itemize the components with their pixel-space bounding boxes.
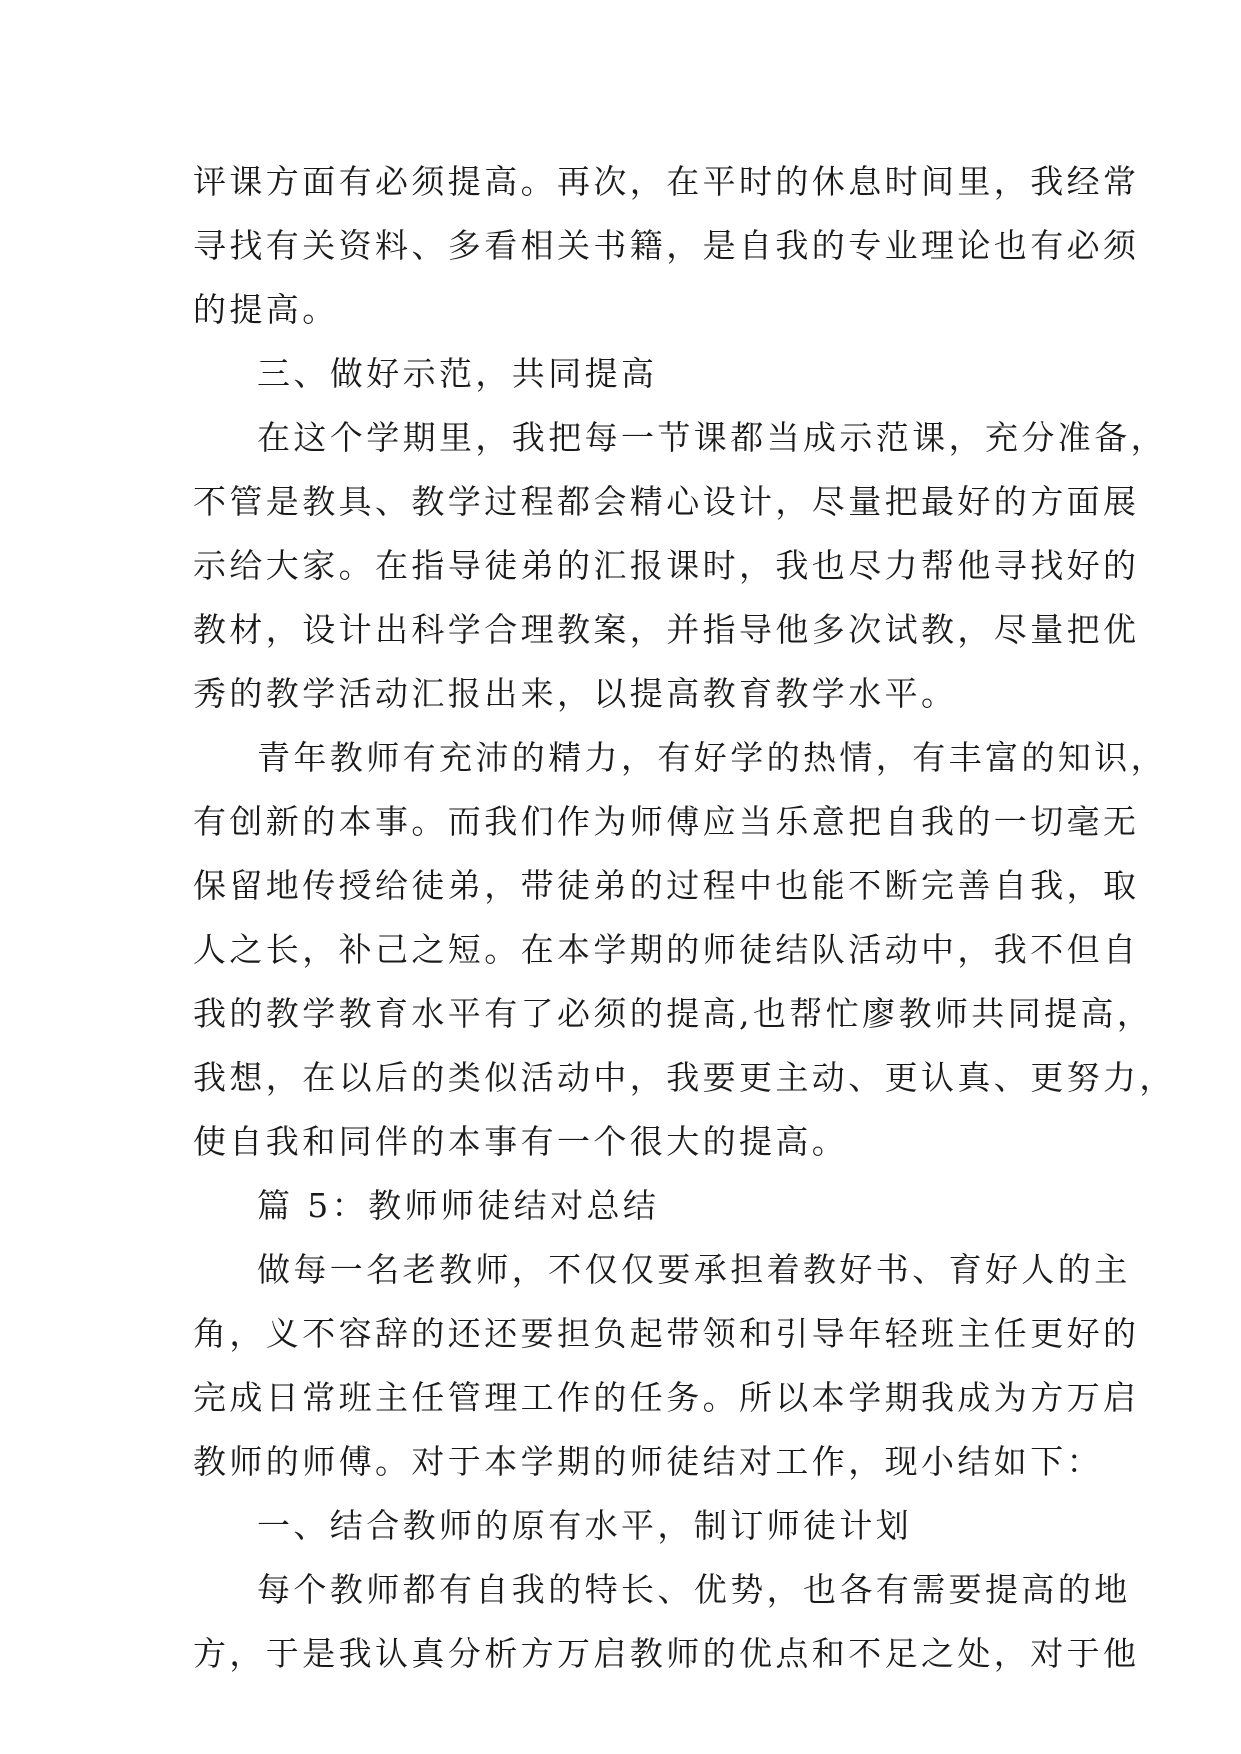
section-heading: 三、做好示范，共同提高 [257, 354, 658, 393]
text-line: 秀的教学活动汇报出来，以提高教育教学水平。 [193, 674, 958, 713]
text-line: 示给大家。在指导徒弟的汇报课时，我也尽力帮他寻找好的 [193, 546, 1140, 585]
text-line: 教材，设计出科学合理教案，并指导他多次试教，尽量把优 [193, 610, 1140, 649]
text-line: 完成日常班主任管理工作的任务。所以本学期我成为方万启 [193, 1378, 1140, 1417]
text-line: 我的教学教育水平有了必须的提高,也帮忙廖教师共同提高， [193, 994, 1154, 1033]
text-line: 不管是教具、教学过程都会精心设计，尽量把最好的方面展 [193, 482, 1140, 521]
text-line: 保留地传授给徒弟，带徒弟的过程中也能不断完善自我，取 [193, 866, 1140, 905]
text-line: 每个教师都有自我的特长、优势，也各有需要提高的地 [257, 1570, 1131, 1609]
article-title: 篇 5：教师师徒结对总结 [257, 1186, 660, 1225]
text-line: 的提高。 [193, 290, 339, 329]
text-line: 使自我和同伴的本事有一个很大的提高。 [193, 1122, 849, 1161]
text-line: 做每一名老教师，不仅仅要承担着教好书、育好人的主 [257, 1250, 1131, 1289]
text-line: 方，于是我认真分析方万启教师的优点和不足之处，对于他 [193, 1634, 1140, 1673]
text-line: 我想，在以后的类似活动中，我要更主动、更认真、更努力， [193, 1058, 1176, 1097]
text-line: 角，义不容辞的还还要担负起带领和引导年轻班主任更好的 [193, 1314, 1140, 1353]
document-body [193, 150, 1176, 1686]
text-line: 青年教师有充沛的精力，有好学的热情，有丰富的知识， [257, 738, 1167, 777]
text-line: 评课方面有必须提高。再次，在平时的休息时间里，我经常 [193, 162, 1140, 201]
text-line: 有创新的本事。而我们作为师傅应当乐意把自我的一切毫无 [193, 802, 1140, 841]
text-line: 人之长，补己之短。在本学期的师徒结队活动中，我不但自 [193, 930, 1140, 969]
text-line: 寻找有关资料、多看相关书籍，是自我的专业理论也有必须 [193, 226, 1140, 265]
text-line: 教师的师傅。对于本学期的师徒结对工作，现小结如下： [193, 1442, 1103, 1481]
section-heading: 一、结合教师的原有水平，制订师徒计划 [257, 1506, 913, 1545]
text-line: 在这个学期里，我把每一节课都当成示范课，充分准备， [257, 418, 1167, 457]
